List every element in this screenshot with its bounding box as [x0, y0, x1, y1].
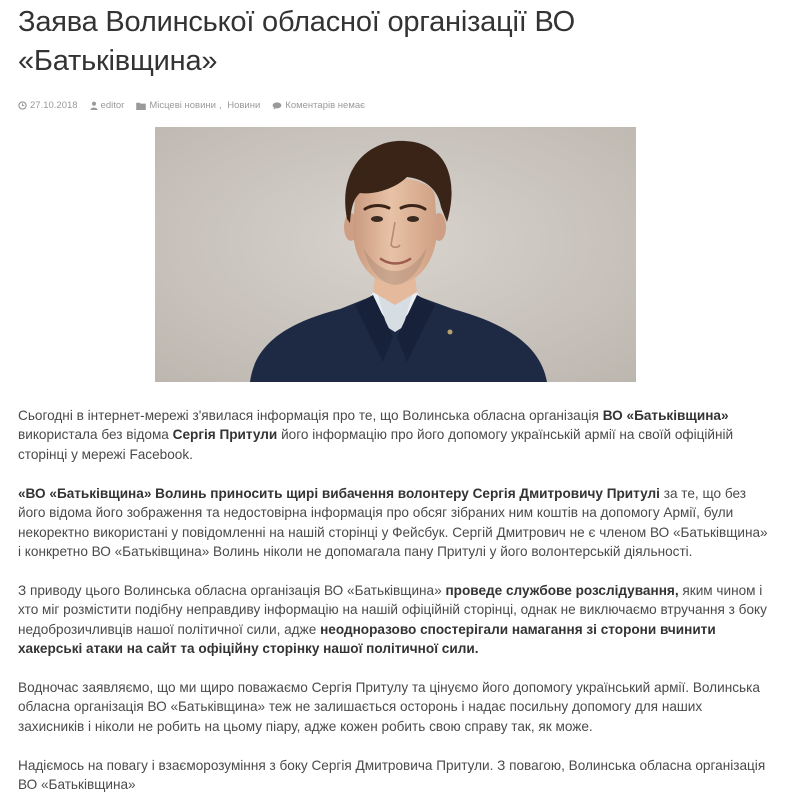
paragraph-text: його інформацію про його допомогу українській армії на своїй офіційній сторінці у мережі Facebook. [18, 427, 734, 462]
post-categories: Місцеві новини , Новини [136, 100, 260, 111]
bold-text: Сергія Притули [172, 427, 278, 443]
post-author [90, 100, 125, 111]
article-paragraph [18, 484, 771, 562]
paragraph-text: Водночас заявляємо, що ми щиро поважаємо Сергія Притулу та цінуємо його допомогу український армії. Волинська обласна організація ВО «Батьківщина» теж не залишається осторонь і надає посильну допомогу для наших захисників і ніколи не робить на цьому піару, адже кожен робить свою справу так, як може. [18, 679, 760, 734]
article-paragraph [18, 406, 771, 464]
comments-icon [272, 102, 282, 110]
paragraph-text: З приводу цього Волинська обласна організація ВО «Батьківщина» [18, 582, 446, 598]
paragraph-text: за те, що без його відома його зображення та недостовірна інформація про обсяг зібраних ним коштів на допомогу Армії, були некоректно використані у повідомленні на нашій сторінці у Фейсбук. Сергій Дмитрович не є членом ВО «Батьківщина» і конкретно ВО «Батьківщина» Волинь ніколи не допомагала пану Притулі у його волонтерській діяльності. [18, 485, 768, 559]
author-link[interactable]: editor [100, 100, 125, 111]
post-meta [18, 100, 771, 111]
bold-text: проведе службове розслідування, [445, 582, 679, 598]
paragraph-text: використала без відома [18, 427, 173, 443]
bold-text: «ВО «Батьківщина» Волинь приносить щирі вибачення волонтеру Сергія Дмитровичу Притулі [18, 485, 660, 501]
clock-icon [18, 101, 27, 110]
article-paragraph [18, 581, 771, 659]
bold-text: неодноразово спостерігали намагання зі сторони вчинити хакерські атаки на сайт та офіційну сторінку нашої політичної сили. [18, 621, 716, 657]
user-icon [90, 101, 98, 110]
featured-photo [155, 127, 636, 382]
comments-link[interactable]: Коментарів немає [285, 100, 365, 111]
article-paragraph [18, 678, 771, 736]
folder-icon [136, 102, 146, 110]
date-text: 27.10.2018 [30, 100, 78, 111]
paragraph-text: Сьогодні в інтернет-мережі з'явилася інформація про те, що Волинська обласна організація [18, 408, 603, 423]
article-paragraph [18, 756, 771, 795]
category-link-local-news[interactable]: Місцеві новини [149, 100, 216, 111]
post-comments [272, 100, 365, 111]
category-link-news[interactable]: Новини [227, 100, 261, 111]
paragraph-text: Надіємось на повагу і взаєморозуміння з боку Сергія Дмитровича Притули. З повагою, Волинська обласна організація ВО «Батьківщина» [18, 757, 766, 793]
article-title: Заява Волинської обласної організації ВО «Батьківщина» [18, 6, 576, 77]
paragraph-text: яким чином і хто міг розмістити подібну неправдиву інформацію на нашій офіційній сторінці, однак не виключаємо втручання з боку недоброзичливців нашої політичної сили, адже [18, 582, 767, 637]
bold-text: ВО «Батьківщина» [602, 408, 729, 423]
article-body [18, 406, 771, 795]
post-date [18, 100, 78, 111]
